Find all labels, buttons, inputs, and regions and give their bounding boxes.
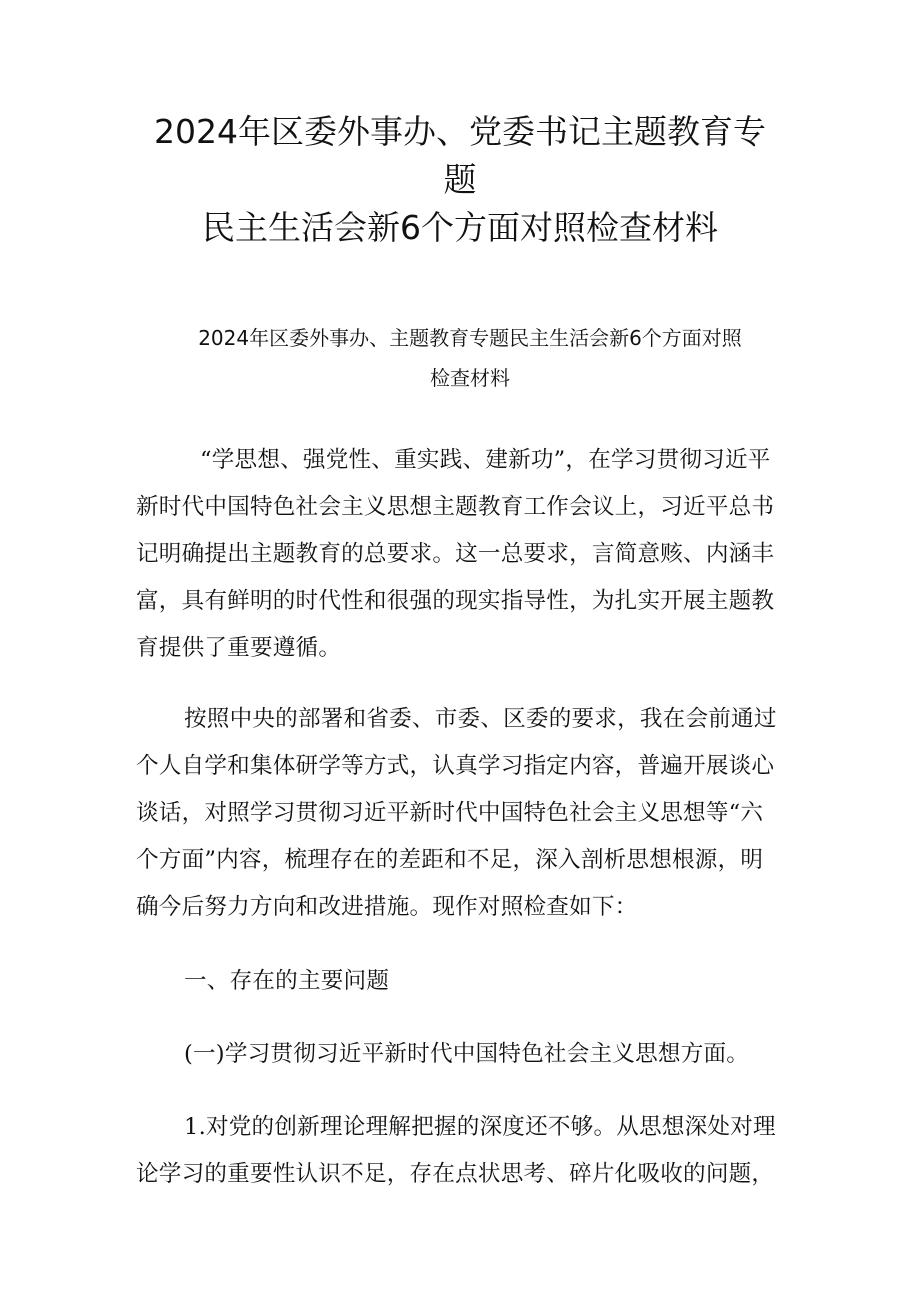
paragraph-line: 育提供了重要遵循。 (136, 635, 342, 661)
title-line: 2024年区委外事办、党委书记主题教育专 (154, 112, 766, 151)
paragraph-line: “学思想、强党性、重实践、建新功”，在学习贯彻习近平 (200, 447, 771, 473)
subsection-heading-study (136, 1031, 790, 1078)
paragraph-item-1 (136, 1104, 790, 1198)
paragraph-line: 新时代中国特色社会主义思想主题教育工作会议上，习近平总书 (136, 494, 775, 520)
subtitle-line: 2024年区委外事办、主题教育专题民主生活会新6个方面对照 (198, 326, 742, 350)
paragraph-line: 1.对党的创新理论理解把握的深度还不够。从思想深处对理 (184, 1114, 776, 1140)
section-heading-main-problems (136, 958, 790, 1005)
paragraph-line: 个人自学和集体研学等方式，认真学习指定内容，普遍开展谈心 (136, 753, 775, 779)
title-line: 题 (443, 160, 477, 199)
paragraph-line: 谈话，对照学习贯彻习近平新时代中国特色社会主义思想等“六 (136, 800, 764, 826)
subsection-heading-line: (一)学习贯彻习近平新时代中国特色社会主义思想方面。 (184, 1041, 750, 1067)
paragraph-line: 富，具有鲜明的时代性和很强的现实指导性，为扎实开展主题教 (136, 588, 775, 614)
paragraph-line: 个方面”内容，梳理存在的差距和不足，深入剖析思想根源，明 (136, 847, 764, 873)
document-subtitle (130, 318, 810, 398)
paragraph-line: 记明确提出主题教育的总要求。这一总要求，言简意赅、内涵丰 (136, 541, 775, 567)
subtitle-line: 检查材料 (430, 366, 510, 390)
document-title (130, 108, 790, 252)
title-line: 民主生活会新6个方面对照检查材料 (202, 208, 718, 247)
paragraph-preparation (136, 696, 790, 931)
paragraph-line: 确今后努力方向和改进措施。现作对照检查如下： (136, 894, 638, 920)
section-heading-line: 一、存在的主要问题 (184, 968, 390, 994)
paragraph-line: 按照中央的部署和省委、市委、区委的要求，我在会前通过 (184, 706, 777, 732)
paragraph-line: 论学习的重要性认识不足，存在点状思考、碎片化吸收的问题， (136, 1161, 775, 1187)
paragraph-intro (136, 437, 790, 672)
